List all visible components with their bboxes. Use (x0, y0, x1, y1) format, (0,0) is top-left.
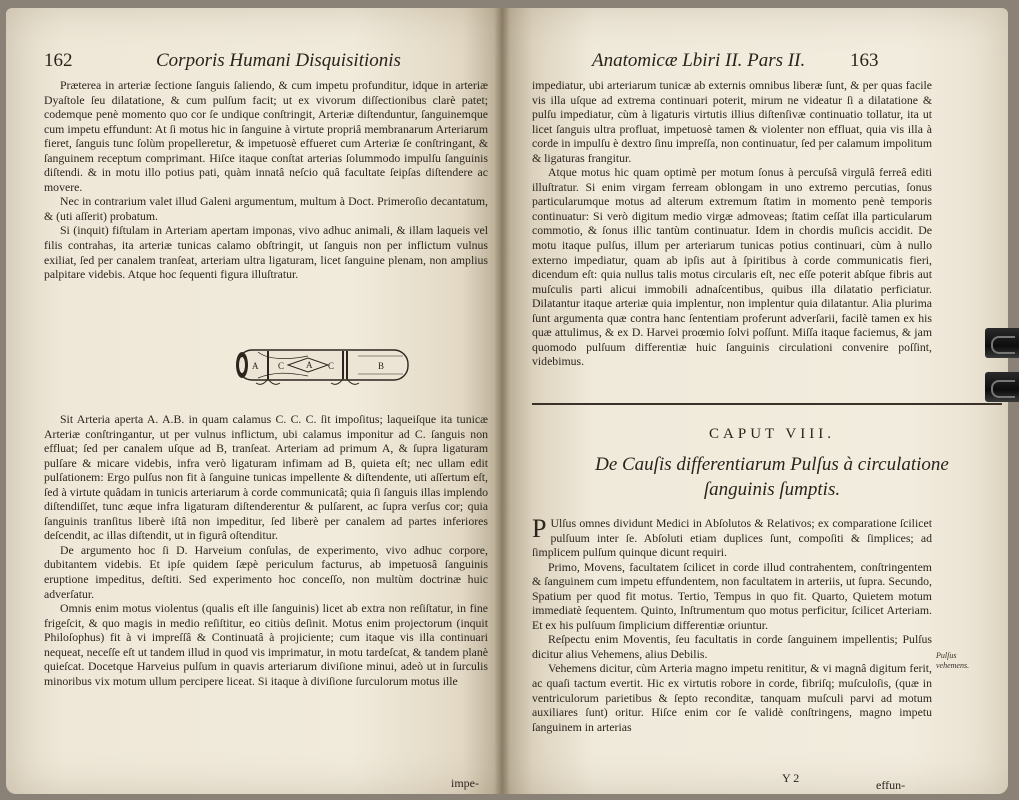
running-head-left: Corporis Humani Disquisitionis (156, 50, 401, 71)
binder-clip-icon (985, 372, 1019, 402)
paragraph: Sit Arteria aperta A. A.B. in quam calamus C. C. C. ſit impoſitus; laqueiſque ita tunicæ Arteriæ conſtringantur, ut per vulnus inflictum, ubi calamus imponitur ad C. ſanguis non effluat; ſed per canalem uſque ad B, tranſeat. Arteriam ad primum A, & ſupra ligaturam pulſare & micare videbis, infra verò ligaturam infimam ad B, quieta eſt; nec ullam edit pulſationem: Ergo pulſus non fit à ſanguine tunicas impellente & diſtendente, uti aſſertum eſt, ſed à virtute quâdam in tunicis arteriarum à corde communicatâ; quia ſi ſanguis illas implendo diſtendiſſet, tunc æque infra ligaturam diſtenderentur & pulſarent, ac ſupra verſus cor; quia ſanguinis tranſitus liberè iſtâ non impeditur, ſed liberè per canalem ad partes inferiores deſcendit, ac illas diſtendit, ut in figurâ oſtenditur. (44, 412, 488, 543)
paragraph: impediatur, ubi arteriarum tunicæ ab externis omnibus liberæ ſunt, & per quas facile vis illa uſque ad extrema continuari poterit, mirum ne videatur ſi a dilatatione & pulſu impediatur, cùm à ligaturis virtutis illius diſtenſivæ continuatio tollatur, ita ut licet ſanguis ultra profluat, impetuosè tamen & violenter non effluat, quia vis illa à corde in impulſu è dextro ſinu impreſſa, non continuatur, ſed per calamum impolitum & ligaturas frangitur. (532, 78, 932, 165)
chapter-title-line: ſanguinis ſumptis. (703, 479, 841, 500)
catchword-left: impe- (451, 776, 479, 790)
paragraph: Omnis enim motus violentus (qualis eſt ille ſanguinis) licet ab extra non reſiſtatur, in fine frigeſcit, & quo magis in medio reſiſtitur, eo citiùs deſinit. Motus enim projectorum (inquit Philoſophus) fit à vi impreſſâ & Continuatâ à projiciente; cum itaque vis illa continuari nequeat, neceſſe eſt ut tandem illud in quod vis imprimatur, in motu tardeſcat, & tandem planè quieſcat. Docetque Harveius pulſum in quavis arteriarum diviſione minui, adeò ut in ſurculis minoribus vix motum ullum percipere liceat. Si itaque à diviſione ſurculorum motus ille (44, 601, 488, 688)
paragraph: Atque motus hic quam optimè per motum ſonus à percuſsâ virgulâ ferreâ editi illuſtratur. Si enim virgam ferream oblongam in uno extremo percutias, ſonus particularumque motus ad alterum extremum ſtatim in momento penè temporis continuatur: Si verò digitum medio virgæ admoveas; ſtatim ceſſat illa particularum commotio, & ſonus illic tantùm continuatur. Idem in chordis muſicis accidit. De motu itaque pulſus, illum per arteriarum tunicas potius continuari, cùm à nullo externo impediatur, quam ab ipſis aut à ſpiritibus à corde communicatis fieri, dicendum eſt: quia nullus talis motus circularis eſt, nec eſſe poterit abſque fibris aut muſculis parti alicui immobili adnaſcentibus, quibus illa dilatatio perficiatur. Dilatantur itaque arteriæ quia implentur, non implentur quia dilatantur. Alia plurima ſunt argumenta quæ contra hanc ſententiam proferunt adverſarii, facilè tamen ex his quæ attulimus, & ex D. Harvei proœmio ſolvi poſſunt. Miſſa itaque faciemus, & jam quomodo pulſuum differentiæ huic ſanguinis circulationi convenire poſſint, videbimus. (532, 165, 932, 369)
left-text-top (44, 78, 488, 282)
artery-calamus-figure (228, 336, 418, 396)
left-page (6, 8, 502, 794)
signature-mark: Y 2 (782, 771, 800, 785)
paragraph: Reſpectu enim Moventis, ſeu facultatis in corde ſanguinem impellentis; Pulſus dicitur alius Vehemens, alius Debilis. (532, 632, 932, 661)
paragraph-text: Ulſus omnes dividunt Medici in Abſolutos & Relativos; ex comparatione ſcilicet pulſuum inter ſe. Abſoluti etiam duplices ſunt, compoſiti & ſimplices; ad ſimplicem pulſum quinque dicunt requiri. (532, 516, 932, 560)
binder-clip-icon (985, 328, 1019, 358)
right-page (502, 8, 1008, 794)
page-number-right: 163 (850, 50, 879, 71)
chapter-divider (532, 403, 1002, 405)
chapter-label: CAPUT VIII. (709, 426, 835, 442)
chapter-title-line: De Cauſis differentiarum Pulſus à circulatione (595, 454, 949, 475)
figure-label: B (378, 361, 385, 371)
left-text-bottom (44, 412, 488, 688)
margin-note: Pulſus vehemens. (936, 651, 970, 670)
figure-label: C (278, 361, 285, 371)
paragraph: Nec in contrarium valet illud Galeni argumentum, multum à Doct. Primeroſio decantatum, & (uti aſſerit) probatum. (44, 194, 488, 223)
chapter-title (522, 452, 1008, 502)
catchword-right: effun- (876, 778, 906, 792)
right-text-bottom (532, 516, 932, 734)
drop-cap: P (532, 514, 547, 543)
page-number-left: 162 (44, 50, 73, 71)
right-text-top (532, 78, 932, 369)
book-gutter (494, 8, 510, 794)
paragraph: Si (inquit) fiſtulam in Arteriam apertam imponas, vivo adhuc animali, & illam laqueis vel filis contrahas, ita arteriæ tunicas calamo obſtringit, ut ſanguis non per inflictum vulnus exiliat, ſed per canalem tranſeat, arteriam ultra ligaturam, licet ſanguine plenam, non amplius palpitare videbis. Atque hoc ſequenti figura illuſtratur. (44, 223, 488, 282)
paragraph: De argumento hoc ſi D. Harveium conſulas, de experimento, vivo adhuc corpore, dubitantem videbis. Et ipſe quidem ſæpè periculum facturus, ab impetuosâ ſanguinis eruptione impeditus, deſtiti. Sed experimento hoc conceſſo, non multùm doctrinæ huic adverſatur. (44, 542, 488, 601)
paragraph (532, 516, 932, 560)
paragraph: Primo, Movens, facultatem ſcilicet in corde illud contrahentem, conſtringentem & ſanguinem cum impetu effundentem, non facultatem in arteriis, ut ſupra. Secundo, Spatium per quod fit motus. Tertio, Tempus in quo fit. Quarto, Quietem motum immediatè ſequentem. Quinto, Inſtrumentum quo motus perficitur, ſcilicet Arteriam. Et ex his pulſuum ſimplicium differentiæ oriuntur. (532, 559, 932, 632)
paragraph: Vehemens dicitur, cùm Arteria magno impetu renititur, & vi magnâ digitum ferit, ac quaſi tactum evertit. Hic ex virtutis robore in corde, fibriſq; muſculoſis, (quæ in ventriculorum parietibus & ſepto reconditæ, tanquam muſculi parvi ad motum auxiliares ſunt) oritur. Hiſce enim cor ſe validè conſtringens, magno impetu ſanguinem in arterias (532, 661, 932, 734)
paragraph: Præterea in arteriæ ſectione ſanguis ſaliendo, & cum impetu profunditur, idque in arteriæ Dyaſtole ſeu dilatatione, & cum pulſum facit; ut ex vivorum diſſectionibus clarè patet; codemque penè momento quo cor ſe undique conſtringit, Arteriæ diſtenduntur, ſanguinemque cum impetu effundunt: At ſi motus hic in ſanguine à virtute propriâ membranarum Arteriarum fieret, ſanguis tunc ſolùm propelleretur, & impetuosè effueret cum Arteriæ ſe conſtringant, & ſanguinem receptum comprimant. Hiſce itaque conſtat arterias ſolummodo impulſu ſanguinis diſtendi. & in motu illo potius pati, quàm innatâ neſcio quâ facultate ſeipſas diſtendere ac movere. (44, 78, 488, 194)
figure-label: A (306, 360, 313, 370)
running-head-right: Anatomicæ Lbiri II. Pars II. (592, 50, 806, 71)
figure-label: C (328, 361, 335, 371)
figure-label: A (252, 361, 259, 371)
